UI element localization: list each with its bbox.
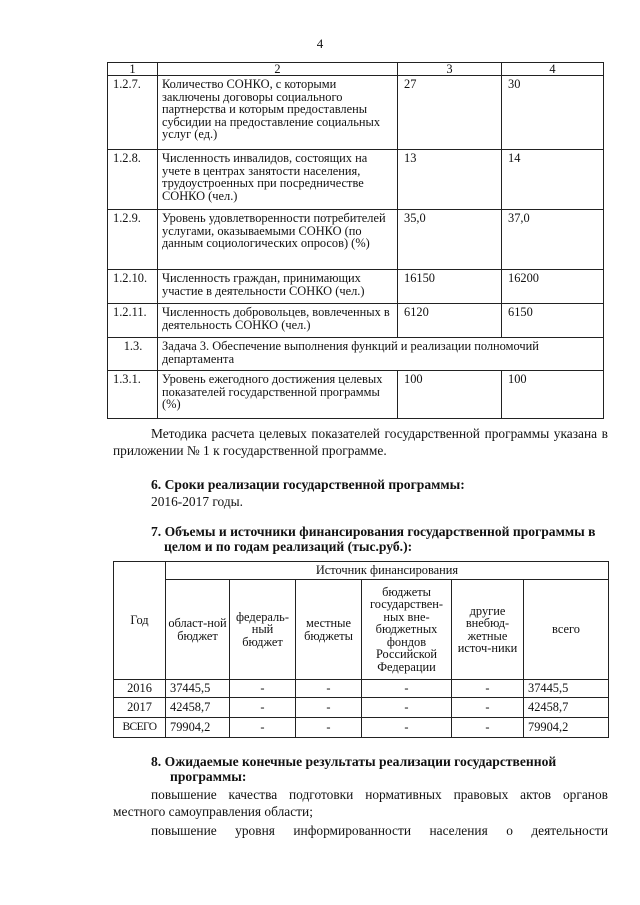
value-2017: 37,0 xyxy=(502,210,604,270)
value-2016: 100 xyxy=(398,371,502,419)
section-8-heading: 8. Ожидаемые конечные результаты реализации государственной программы: xyxy=(151,754,557,784)
table-row xyxy=(108,270,604,304)
column-header: бюджеты государствен-ных вне-бюджетных фондов Российской Федерации xyxy=(362,580,452,680)
value-cell: - xyxy=(452,718,524,738)
task-description: Задача 3. Обеспечение выполнения функций и реализации полномочий департамента xyxy=(158,338,604,371)
value-2016: 16150 xyxy=(398,270,502,304)
value-2017: 14 xyxy=(502,150,604,210)
table-row xyxy=(108,371,604,419)
value-cell: - xyxy=(362,698,452,718)
value-2017: 6150 xyxy=(502,304,604,338)
table-row xyxy=(108,150,604,210)
indicator-name: Численность добровольцев, вовлеченных в деятельность СОНКО (чел.) xyxy=(158,304,398,338)
year-cell: 2016 xyxy=(114,680,166,698)
section-8-text-1: повышение качества подготовки нормативных правовых актов органов местного самоуправления области; xyxy=(113,787,608,819)
section-6-text: 2016-2017 годы. xyxy=(151,494,243,509)
column-header: 2 xyxy=(158,63,398,76)
value-2017: 100 xyxy=(502,371,604,419)
value-2017: 16200 xyxy=(502,270,604,304)
column-header: област-ной бюджет xyxy=(166,580,230,680)
table-row xyxy=(114,680,609,698)
column-header: местные бюджеты xyxy=(296,580,362,680)
value-cell: - xyxy=(452,680,524,698)
row-number: 1.2.10. xyxy=(108,270,158,304)
year-cell: ВСЕГО xyxy=(114,718,166,738)
target-indicators-table xyxy=(107,62,604,419)
section-6-heading: 6. Сроки реализации государственной программы: xyxy=(151,477,465,492)
indicator-name: Численность граждан, принимающих участие в деятельности СОНКО (чел.) xyxy=(158,270,398,304)
value-cell: 37445,5 xyxy=(524,680,609,698)
section-8-paragraph-2 xyxy=(113,822,608,839)
value-cell: 79904,2 xyxy=(166,718,230,738)
row-number: 1.2.7. xyxy=(108,76,158,150)
row-number: 1.2.11. xyxy=(108,304,158,338)
table-header-row xyxy=(108,63,604,76)
page-number: 4 xyxy=(316,36,324,51)
indicator-name: Количество СОНКО, с которыми заключены договоры социального партнерства и которым предоставлены субсидии на предоставление социальных услуг (ед.) xyxy=(158,76,398,150)
methodology-text: Методика расчета целевых показателей государственной программы указана в приложении № 1 к государственной программе. xyxy=(113,426,608,458)
table-header-row xyxy=(114,562,609,580)
financing-table xyxy=(113,561,609,738)
row-number: 1.3.1. xyxy=(108,371,158,419)
column-header: 1 xyxy=(108,63,158,76)
value-cell: - xyxy=(296,718,362,738)
value-cell: - xyxy=(230,680,296,698)
column-header: другие внебюд-жетные источ-ники xyxy=(452,580,524,680)
section-7-heading: 7. Объемы и источники финансирования государственной программы в целом и по годам реализаций (тыс.руб.): xyxy=(151,524,596,554)
column-header: 3 xyxy=(398,63,502,76)
indicator-name: Численность инвалидов, состоящих на учете в центрах занятости населения, трудоустроенных при посредничестве СОНКО (чел.) xyxy=(158,150,398,210)
value-2016: 13 xyxy=(398,150,502,210)
value-cell: - xyxy=(296,698,362,718)
section-8-text-2: повышение уровня информированности населения о деятельности xyxy=(151,823,608,838)
column-header: всего xyxy=(524,580,609,680)
value-cell: - xyxy=(230,718,296,738)
value-cell: - xyxy=(362,680,452,698)
value-cell: - xyxy=(452,698,524,718)
year-header: Год xyxy=(114,562,166,680)
value-2016: 6120 xyxy=(398,304,502,338)
value-cell: 42458,7 xyxy=(524,698,609,718)
table-header-row xyxy=(114,580,609,680)
methodology-paragraph xyxy=(113,425,608,459)
table-row xyxy=(114,698,609,718)
row-number: 1.2.8. xyxy=(108,150,158,210)
value-cell: - xyxy=(296,680,362,698)
value-2016: 35,0 xyxy=(398,210,502,270)
section-8-paragraph-1 xyxy=(113,786,608,820)
value-cell: - xyxy=(230,698,296,718)
column-header: 4 xyxy=(502,63,604,76)
source-header: Источник финансирования xyxy=(166,562,609,580)
table-row xyxy=(108,304,604,338)
task-row xyxy=(108,338,604,371)
value-cell: 37445,5 xyxy=(166,680,230,698)
row-number: 1.2.9. xyxy=(108,210,158,270)
value-2017: 30 xyxy=(502,76,604,150)
value-cell: 79904,2 xyxy=(524,718,609,738)
value-cell: - xyxy=(362,718,452,738)
indicator-name: Уровень удовлетворенности потребителей услугами, оказываемыми СОНКО (по данным социологических опросов) (%) xyxy=(158,210,398,270)
table-row xyxy=(108,210,604,270)
row-number: 1.3. xyxy=(108,338,158,371)
value-cell: 42458,7 xyxy=(166,698,230,718)
column-header: федераль-ный бюджет xyxy=(230,580,296,680)
indicator-name: Уровень ежегодного достижения целевых показателей государственной программы (%) xyxy=(158,371,398,419)
table-row xyxy=(108,76,604,150)
table-row xyxy=(114,718,609,738)
value-2016: 27 xyxy=(398,76,502,150)
year-cell: 2017 xyxy=(114,698,166,718)
